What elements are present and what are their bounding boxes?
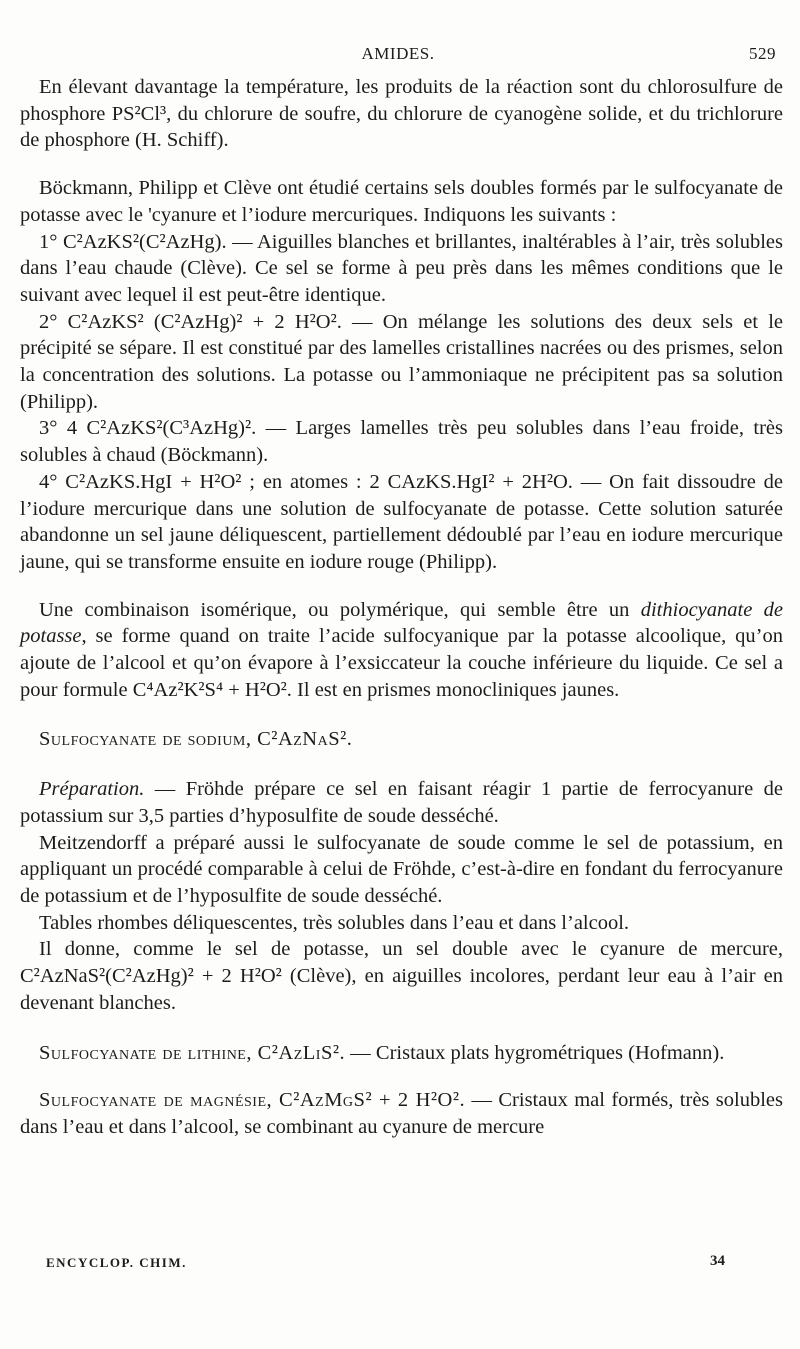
heading-sodium: Sulfocyanate de sodium, C²AzNaS². [39, 728, 353, 751]
paragraph [20, 1087, 783, 1140]
running-header [20, 44, 776, 68]
body-text [20, 74, 783, 1141]
section-heading [20, 726, 783, 753]
paragraph: 3° 4 C²AzKS²(C³AzHg)². — Larges lamelles très peu solubles dans l’eau froide, très solubles à chaud (Böckmann). [20, 417, 783, 467]
paragraph [20, 1040, 783, 1067]
footer-label: ENCYCLOP. CHIM. [46, 1255, 187, 1270]
signature-mark: 34 [710, 1253, 725, 1269]
paragraph [20, 597, 783, 704]
paragraph: Meitzendorff a préparé aussi le sulfocyanate de soude comme le sel de potassium, en appliquant un procédé comparable à celui de Fröhde, c’est-à-dire en fondant du ferrocyanure de potassium et de l’hyposulfite de soude desséché. [20, 831, 783, 907]
paragraph: En élevant davantage la température, les produits de la réaction sont du chlorosulfure de phosphore PS²Cl³, du chlorure de soufre, du chlorure de cyanogène solide, et du trichlorure de phosphore (H. Schiff). [20, 76, 783, 152]
paragraph: Il donne, comme le sel de potasse, un sel double avec le cyanure de mercure, C²AzNaS²(C²AzHg)² + 2 H²O² (Clève), en aiguilles incolores, perdant leur eau à l’air en devenant blanches. [20, 938, 783, 1014]
paragraph-text: — Cristaux plats hygrométriques (Hofmann). [345, 1041, 725, 1064]
paragraph: 2° C²AzKS² (C²AzHg)² + 2 H²O². — On mélange les solutions des deux sels et le précipité se sépare. Il est constitué par des lamelles cristallines nacrées ou des prismes, selon la concentration des solutions. La potasse ou l’ammoniaque ne précipitent pas sa solution (Philipp). [20, 310, 783, 413]
paragraph: Tables rhombes déliquescentes, très solubles dans l’eau et dans l’alcool. [39, 911, 630, 934]
paragraph-text: — Fröhde prépare ce sel en faisant réagir 1 partie de ferrocyanure de potassium sur 3,5 parties d’hyposulfite de soude desséché. [20, 778, 783, 827]
preparation-label: Préparation. [39, 778, 145, 801]
paragraph-text: Une combinaison isomérique, ou polymérique, qui semble être un [39, 598, 641, 621]
page-footer [46, 1255, 725, 1271]
heading-lithine: Sulfocyanate de lithine, C²AzLiS². [39, 1041, 346, 1064]
paragraph [20, 776, 783, 829]
page-number: 529 [749, 44, 776, 63]
paragraph-text: — Cristaux mal formés, très solubles dans l’eau et dans l’alcool, se combinant au cyanure de mercure [20, 1089, 783, 1138]
running-title: AMIDES. [361, 44, 435, 63]
paragraph: 1° C²AzKS²(C²AzHg). — Aiguilles blanches et brillantes, inaltérables à l’air, très solubles dans l’eau chaude (Clève). Ce sel se forme à peu près dans les mêmes conditions que le suivant avec lequel il est peut-être identique. [20, 230, 783, 306]
heading-magnesie: Sulfocyanate de magnésie, C²AzMgS² + 2 H²O². [39, 1089, 466, 1112]
paragraph: 4° C²AzKS.HgI + H²O² ; en atomes : 2 CAzKS.HgI² + 2H²O. — On fait dissoudre de l’iodure mercurique dans une solution de sulfocyanate de potasse. Cette solution saturée abandonne un sel jaune déliquescent, partiellement dédoublé par l’eau en iodure mercurique jaune, qui se transforme ensuite en iodure rouge (Philipp). [20, 470, 783, 573]
paragraph: Böckmann, Philipp et Clève ont étudié certains sels doubles formés par le sulfocyanate de potasse avec le 'cyanure et l’iodure mercuriques. Indiquons les suivants : [20, 177, 783, 226]
emphasis-term: dithiocyanate de potasse [20, 598, 783, 648]
paragraph-text: , se forme quand on traite l’acide sulfocyanique par la potasse alcoolique, qu’on ajoute de l’alcool et qu’on évapore à l’exsiccateur la couche inférieure du liquide. Ce sel a pour formule C⁴Az²K²S⁴ + H²O². Il est en prismes monocliniques jaunes. [20, 625, 783, 701]
